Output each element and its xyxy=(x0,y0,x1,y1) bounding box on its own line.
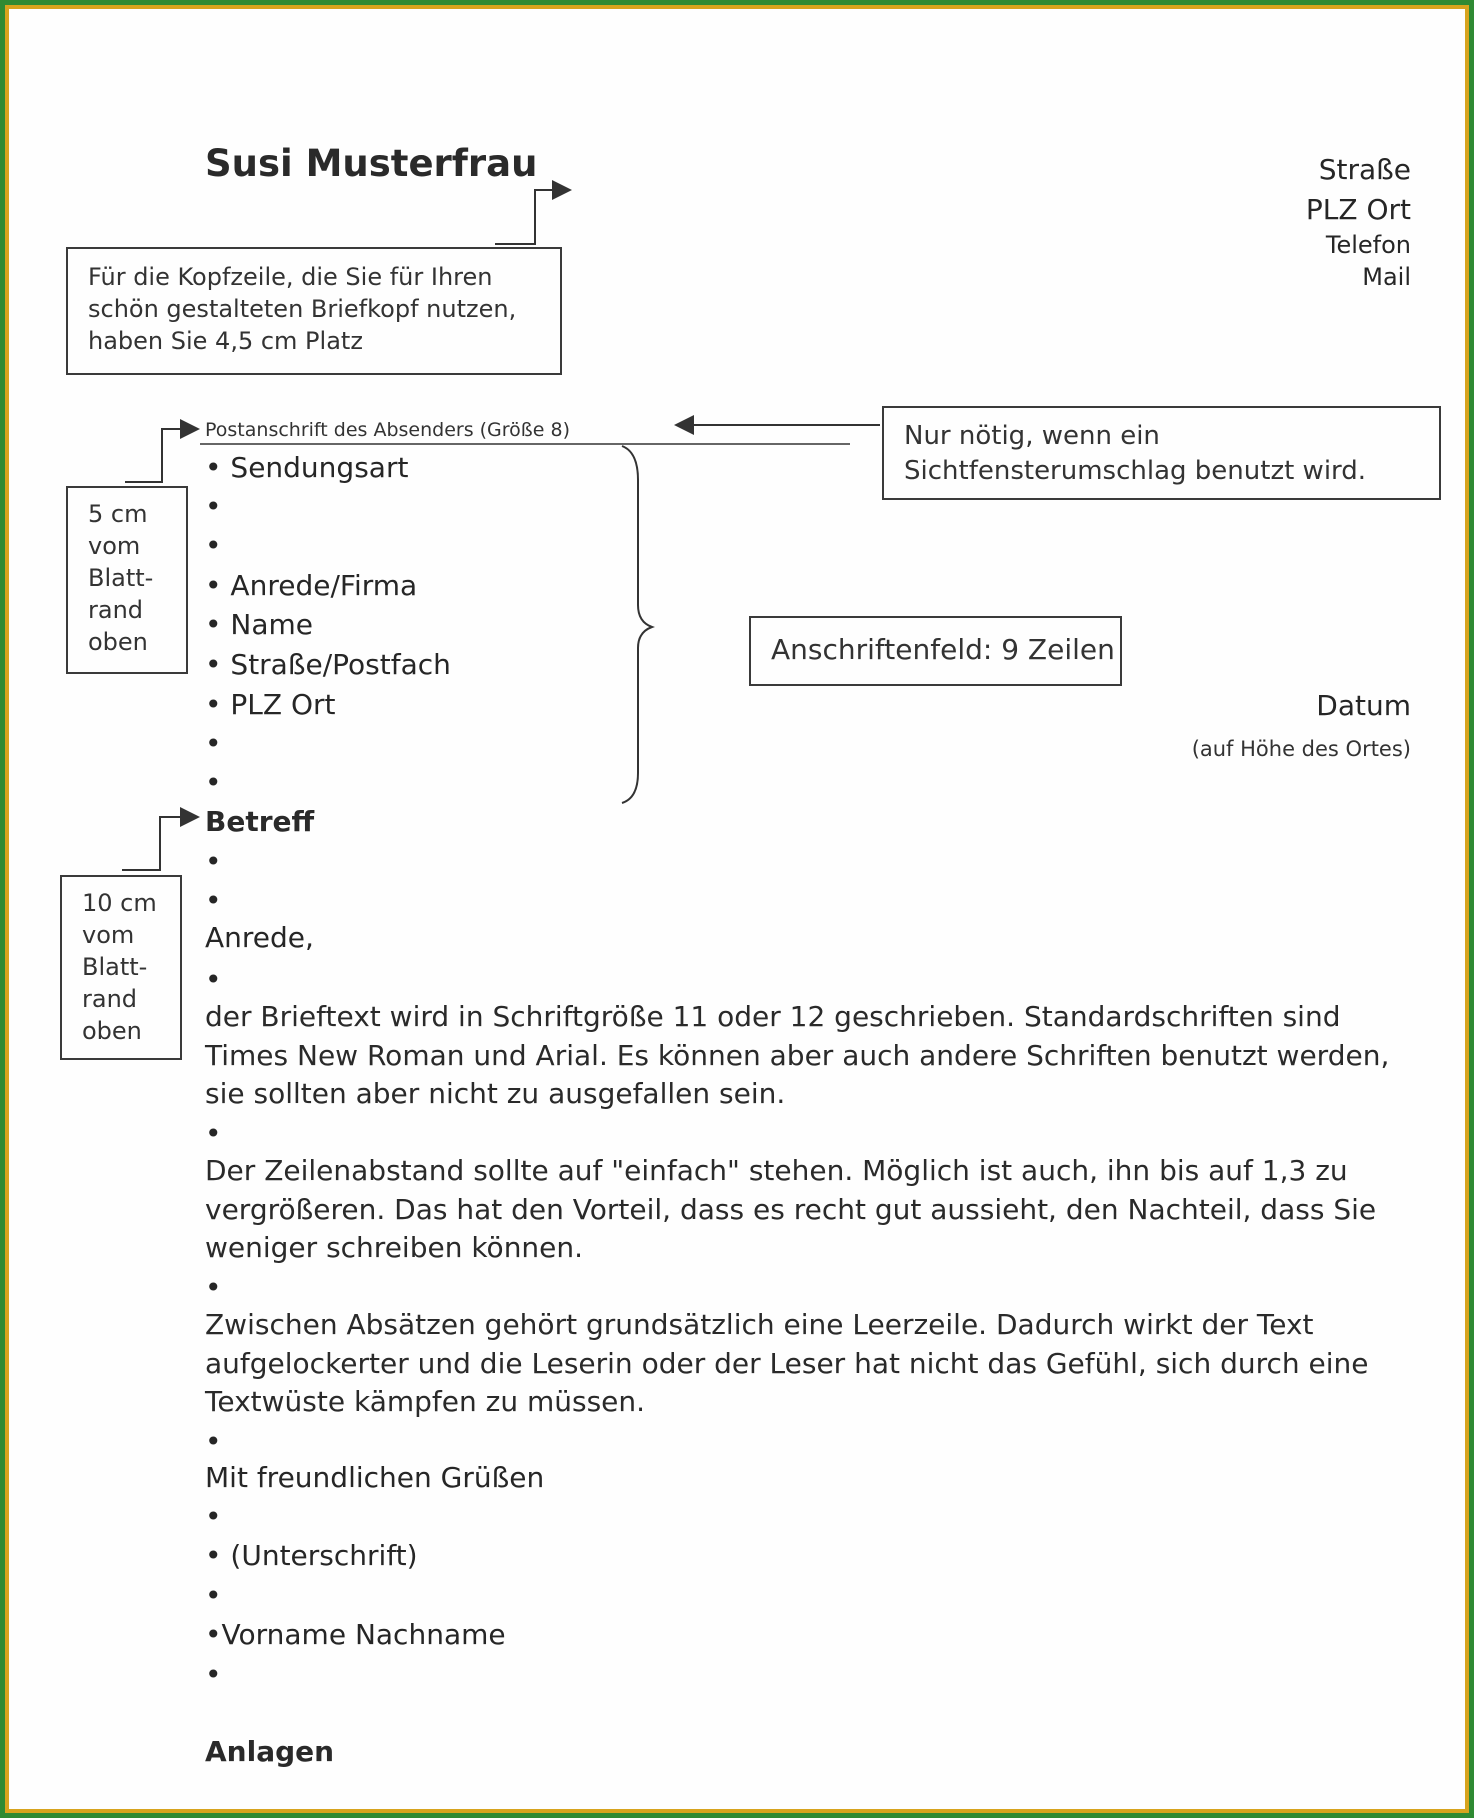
closing: Mit freundlichen Grüßen xyxy=(205,1461,545,1494)
sender-street: Straße xyxy=(1318,153,1411,186)
header-note-text: Für die Kopfzeile, die Sie für Ihren schön gestalteten Briefkopf nutzen, haben Sie 4,5 cm Platz xyxy=(88,263,517,355)
window-note-text: Nur nötig, wenn ein Sichtfensterumschlag benutzt wird. xyxy=(904,421,1367,486)
address-field-note-text: Anschriftenfeld: 9 Zeilen xyxy=(771,633,1115,666)
address-line-shipping: • Sendungsart xyxy=(205,451,409,484)
subject-spacer-2: • xyxy=(205,884,222,917)
address-line-zip-city: • PLZ Ort xyxy=(205,688,336,721)
margin-5cm-box xyxy=(66,486,188,674)
arrow-header-note xyxy=(495,190,570,244)
paragraph-spacer-3: • xyxy=(205,1425,222,1458)
date-label: Datum xyxy=(1316,689,1411,722)
greeting-spacer: • xyxy=(205,963,222,996)
arrow-5cm xyxy=(125,429,198,482)
sender-name: Susi Musterfrau xyxy=(205,142,538,185)
date-hint: (auf Höhe des Ortes) xyxy=(1191,737,1411,761)
address-line-name: • Name xyxy=(205,608,314,641)
sender-mail: Mail xyxy=(1362,263,1411,291)
paragraph-spacer-1: • xyxy=(205,1117,222,1150)
closing-spacer-3: • xyxy=(205,1658,222,1691)
subject-spacer-1: • xyxy=(205,845,222,878)
subject-line: Betreff xyxy=(205,805,315,838)
body-paragraph-3: Zwischen Absätzen gehört grundsätzlich eine Leerzeile. Dadurch wirkt der Text aufgelockerter und die Leserin oder der Leser hat nicht das Gefühl, sich durch eine Textwüste kämpfen zu müssen. xyxy=(205,1308,1369,1418)
greeting: Anrede, xyxy=(205,921,314,954)
address-line-empty-2: • xyxy=(205,529,222,562)
address-line-salutation: • Anrede/Firma xyxy=(205,569,418,602)
closing-spacer-1: • xyxy=(205,1500,222,1533)
signature-line: • (Unterschrift) xyxy=(205,1539,418,1572)
arrow-10cm xyxy=(122,817,198,870)
sender-phone: Telefon xyxy=(1325,231,1411,259)
address-line-street: • Straße/Postfach xyxy=(205,648,451,681)
sender-zip-city: PLZ Ort xyxy=(1305,193,1411,226)
address-field-note-box xyxy=(749,616,1122,686)
margin-5cm-text: 5 cm vom Blatt- rand oben xyxy=(88,500,154,656)
window-note-box xyxy=(882,406,1441,500)
paragraph-spacer-2: • xyxy=(205,1271,222,1304)
body-paragraph-2: Der Zeilenabstand sollte auf "einfach" stehen. Möglich ist auch, ihn bis auf 1,3 zu vergrößeren. Das hat den Vorteil, dass es recht gut aussieht, den Nachteil, dass Sie weniger schreiben können. xyxy=(205,1154,1377,1264)
return-address-label: Postanschrift des Absenders (Größe 8) xyxy=(205,419,570,441)
address-line-empty-1: • xyxy=(205,490,222,523)
body-paragraph-1: der Brieftext wird in Schriftgröße 11 oder 12 geschrieben. Standardschriften sind Times New Roman und Arial. Es können aber auch andere Schriften benutzt werden, sie sollten aber nicht zu ausgefallen sein. xyxy=(205,1000,1390,1110)
closing-spacer-2: • xyxy=(205,1579,222,1612)
full-name-line: •Vorname Nachname xyxy=(205,1618,506,1651)
margin-10cm-text: 10 cm vom Blatt- rand oben xyxy=(82,889,157,1045)
address-line-empty-4: • xyxy=(205,766,222,799)
address-brace xyxy=(622,446,652,803)
header-note-box xyxy=(66,247,562,375)
address-line-empty-3: • xyxy=(205,727,222,760)
attachments-heading: Anlagen xyxy=(205,1735,335,1768)
margin-10cm-box xyxy=(60,875,182,1060)
